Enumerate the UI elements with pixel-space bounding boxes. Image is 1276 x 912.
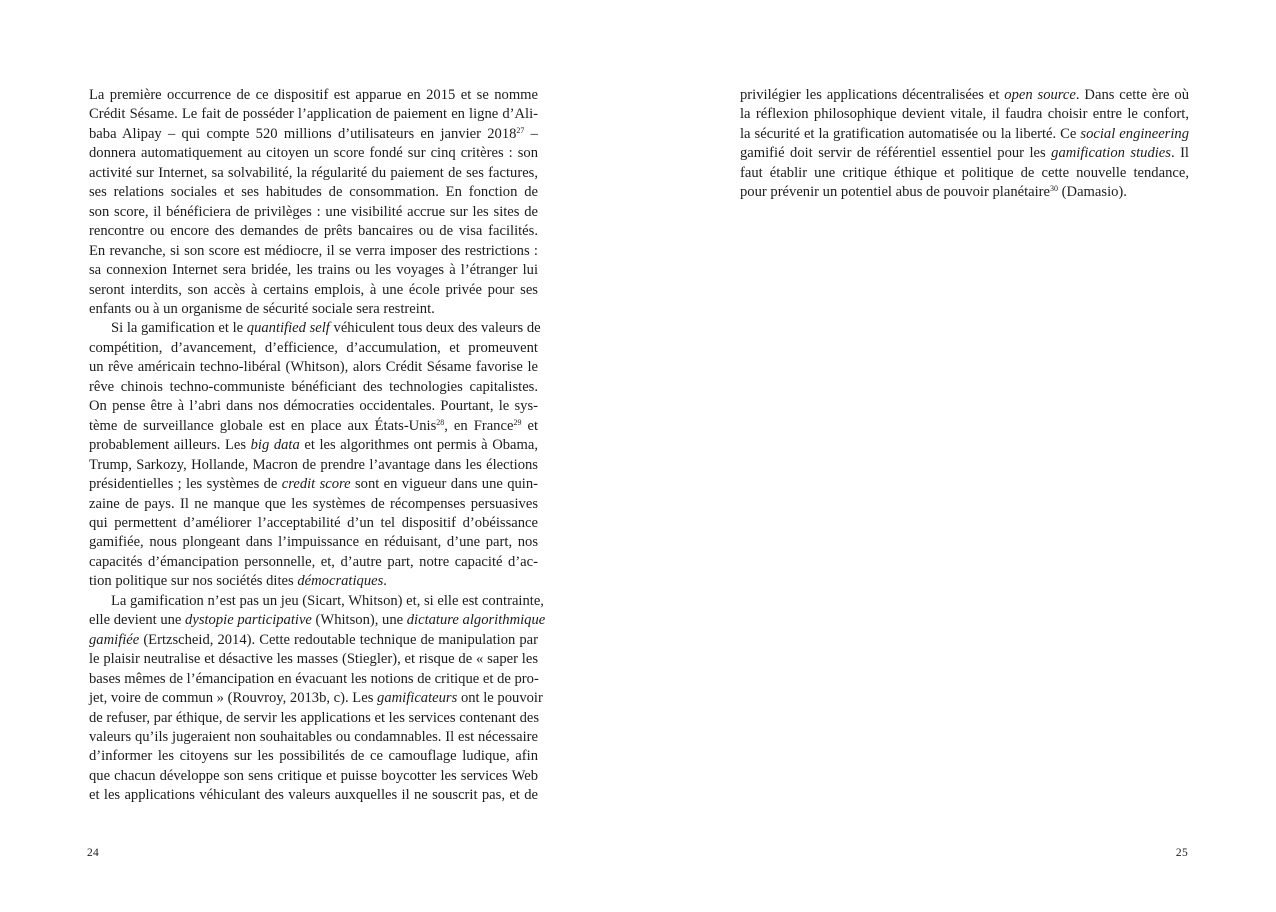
left-page-text [89,86,546,806]
text-line: qui permettent d’améliorer l’acceptabilité d’un tel dispositif d’obéissance [89,514,538,531]
text-line: Si la gamification et le quantified self véhiculent tous deux des valeurs de [111,320,541,337]
text-line: tion politique sur nos sociétés dites démocratiques. [89,573,387,590]
footnote-ref: 30 [1050,184,1059,194]
text-line: un rêve américain techno-libéral (Whitson), alors Crédit Sésame favorise le [89,359,538,376]
paragraph [89,86,538,319]
page-number: 24 [87,847,100,859]
text-line: La première occurrence de ce dispositif est apparue en 2015 et se nomme [89,87,538,103]
text-line: tème de surveillance globale est en place aux États-Unis$^{28}$, en France$^{29}$ et [89,417,538,434]
text-line: capacités d’émancipation personnelle, et, d’autre part, notre capacité d’ac- [89,553,538,570]
text-line: sa connexion Internet sera bridée, les trains ou les voyages à l’étranger lui [89,262,538,279]
italic-term: dictature algorithmique [406,612,546,629]
page-number: 25 [1175,847,1188,859]
text-line: compétition, d’avancement, d’efficience, d’accumulation, et promeuvent [89,339,538,356]
text-line: ses relations sociales et ses habitudes de consommation. En fonction de [89,184,538,201]
text-line: rêve chinois techno-communiste bénéficiant des technologies capitalistes. [89,378,538,395]
text-line: la réflexion philosophique devient vitale, il faudra choisir entre le confort, [740,106,1189,123]
text-line: Trump, Sarkozy, Hollande, Macron de prendre l’avantage dans les élections [89,456,538,473]
text-line: gamifié doit servir de référentiel essentiel pour les gamification studies. Il [740,145,1189,162]
text-line: d’informer les citoyens sur les possibilités de ce camouflage ludique, afin [89,748,538,765]
italic-term: big data [250,437,300,454]
italic-term: social engineering [1080,125,1190,142]
footnote-ref: 29 [513,417,522,427]
text-line: son score, il bénéficiera de privilèges : une visibilité accrue sur les sites de [89,203,538,220]
text-line: zaine de pays. Il ne manque que les systèmes de récompenses persuasives [89,495,538,512]
italic-term: démocratiques [297,573,384,590]
text-line: activité sur Internet, sa solvabilité, la régularité du paiement de ses factures, [89,164,538,181]
text-line: On pense être à l’abri dans nos démocraties occidentales. Pourtant, le sys- [89,398,538,415]
text-line: Crédit Sésame. Le fait de posséder l’application de paiement en ligne d’Ali- [89,106,538,123]
text-line: faut établir une critique éthique et politique de cette nouvelle tendance, [740,164,1189,181]
paragraph [89,592,546,806]
text-line: de refuser, par éthique, de servir les applications et les services contenant des [89,709,540,726]
text-line: En revanche, si son score est médiocre, il se verra imposer des restrictions : [89,242,538,259]
right-page [638,0,1276,912]
italic-term: gamificateurs [377,690,458,707]
text-line: que chacun développe son sens critique et puisse boycotter les services Web [89,767,538,784]
footnote-ref: 27 [516,125,525,135]
text-line: La gamification n’est pas un jeu (Sicart, Whitson) et, si elle est contrainte, [111,592,544,609]
text-line: probablement ailleurs. Les big data et les algorithmes ont permis à Obama, [89,437,539,454]
text-line: la sécurité et la gratification automatisée ou la liberté. Ce social engineering [740,125,1190,142]
text-line: pour prévenir un potentiel abus de pouvoir planétaire$^{30}$ (Damasio). [740,184,1127,201]
italic-term: credit score [281,476,351,493]
text-line: seront interdits, son accès à certains emplois, à une école privée pour ses [89,281,538,298]
italic-term: dystopie participative [185,612,312,629]
paragraph [740,86,1189,203]
italic-term: gamification studies [1051,145,1171,162]
text-line: gamifiée, nous plongeant dans l’impuissance en réduisant, d’une part, nos [89,534,538,551]
text-line: baba Alipay – qui compte 520 millions d’utilisateurs en janvier 2018$^{27}$ – [89,125,538,142]
text-line: gamifiée (Ertzscheid, 2014). Cette redoutable technique de manipulation par [89,631,538,648]
italic-term: quantified self [246,320,330,337]
text-line: et les applications véhiculant des valeurs auxquelles il ne souscrit pas, et de [89,787,538,804]
italic-term: open source [1004,87,1076,103]
text-line: présidentielles ; les systèmes de credit score sont en vigueur dans une quin- [89,476,539,493]
text-line: jet, voire de commun » (Rouvroy, 2013b, c). Les gamificateurs ont le pouvoir [89,690,543,707]
right-page-text [740,86,1189,203]
text-line: donnera automatiquement au citoyen un score fondé sur cinq critères : son [89,145,538,162]
paragraph [89,319,541,591]
text-line: privilégier les applications décentralisées et open source. Dans cette ère où [740,87,1190,103]
text-line: rencontre ou encore des demandes de prêts bancaires ou de visa facilités. [89,223,538,240]
footnote-ref: 28 [436,417,445,427]
text-line: elle devient une dystopie participative (Whitson), une dictature algorithmique [89,612,546,629]
text-line: valeurs qu’ils jugeraient non souhaitables ou condamnables. Il est nécessaire [89,728,538,745]
italic-term: gamifiée [89,631,140,648]
text-line: le plaisir neutralise et désactive les masses (Stiegler), et risque de « saper les [89,651,538,668]
text-line: enfants ou à un organisme de sécurité sociale sera restreint. [89,300,435,317]
text-line: bases mêmes de l’émancipation en évacuant les notions de critique et de pro- [89,670,539,687]
